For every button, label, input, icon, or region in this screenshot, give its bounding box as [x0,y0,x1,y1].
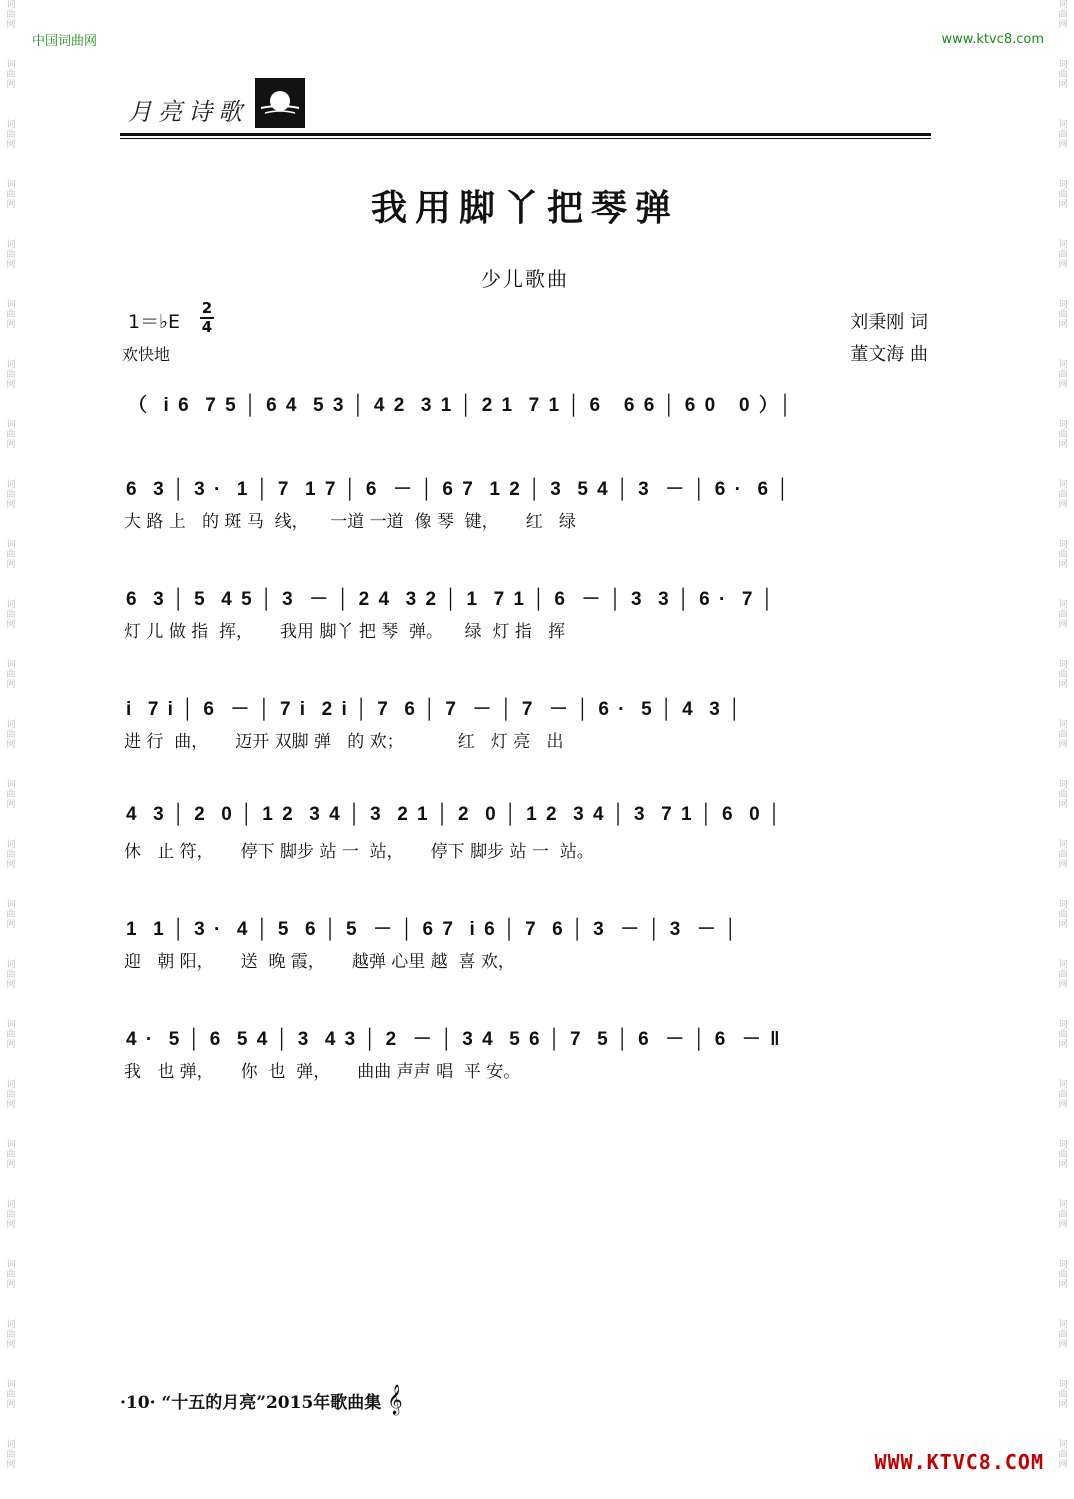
watermark-mark: 词 曲 网 [6,1200,16,1230]
watermark-mark: 词 曲 网 [1058,120,1068,150]
lyric-row-2 [120,507,932,531]
watermark-mark: 词 曲 网 [6,1080,16,1110]
time-signature [200,300,214,336]
watermark-mark: 词 曲 网 [6,240,16,270]
watermark-mark: 词 曲 网 [6,120,16,150]
watermark-mark: 词 曲 网 [6,1260,16,1290]
watermark-mark: 词 曲 网 [1058,1260,1068,1290]
lyric-text: 大 路 上 的 斑 马 线， 一道 一道 像 琴 键， 红 绿 [124,512,576,532]
header-rule-thin [120,138,931,139]
notation-row-3 [120,584,932,616]
watermark-mark: 词 曲 网 [6,900,16,930]
watermark-mark: 词 曲 网 [6,1020,16,1050]
lyric-row-4 [120,727,932,751]
watermark-mark: 词 曲 网 [1058,240,1068,270]
notation-row-5 [120,804,932,836]
lyricist-credit: 刘秉刚 词 [850,312,928,333]
watermark-mark: 词 曲 网 [6,300,16,330]
watermark-mark: 词 曲 网 [1058,1440,1068,1470]
watermark-mark: 词 曲 网 [1058,1200,1068,1230]
site-name-left[interactable]: 中国词曲网 [32,34,98,49]
watermark-mark: 词 曲 网 [1058,1080,1068,1110]
header-rule [120,133,931,136]
notation-text: 6 3 │ 5 4 5 │ 3 － │ 2 4 3 2 │ 1 7 1 │ 6 － │ 3 3 │ 6 · 7 │ [126,589,776,610]
notation-text: 4 3 │ 2 0 │ 1 2 3 4 │ 3 2 1 │ 2 0 │ 1 2 3 4 │ 3 7 1 │ 6 0 │ [126,804,783,825]
notation-text: 1 1 │ 3 · 4 │ 5 6 │ 5 － │ 6 7 i 6 │ 7 6 │ 3 － │ 3 － │ [126,919,740,940]
song-title: 我用脚丫把琴弹 [370,187,679,229]
notation-row-4 [120,694,932,726]
watermark-mark: 词 曲 网 [6,1380,16,1410]
notation-row-6 [120,914,932,946]
right-watermark-strip [1054,0,1072,1499]
watermark-mark: 词 曲 网 [1058,1020,1068,1050]
page-number: ·10· [120,1393,156,1413]
notation-text: 4 · 5 │ 6 5 4 │ 3 4 3 │ 2 － │ 3 4 5 6 │ 7 5 │ 6 － │ 6 － ‖ [126,1029,782,1050]
notation-text: 6 3 │ 3 · 1 │ 7 1 7 │ 6 － │ 6 7 1 2 │ 3 5 4 │ 3 － │ 6 · 6 │ [126,479,792,500]
watermark-mark: 词 曲 网 [1058,0,1068,30]
key-signature: 1＝♭E [128,311,181,333]
watermark-mark: 词 曲 网 [6,420,16,450]
notation-row-2 [120,474,932,506]
watermark-mark: 词 曲 网 [6,780,16,810]
time-bottom: 4 [201,318,213,336]
watermark-mark: 词 曲 网 [6,0,16,30]
watermark-mark: 词 曲 网 [1058,840,1068,870]
watermark-mark: 词 曲 网 [1058,1140,1068,1170]
lyric-row-6 [120,947,932,971]
watermark-mark: 词 曲 网 [1058,360,1068,390]
watermark-mark: 词 曲 网 [6,1140,16,1170]
book-title: “十五的月亮”2015年歌曲集 [161,1393,382,1413]
watermark-mark: 词 曲 网 [6,1320,16,1350]
watermark-mark: 词 曲 网 [1058,180,1068,210]
watermark-mark: 词 曲 网 [1058,300,1068,330]
lyric-text: 迎 朝 阳， 送 晚 霞， 越弹 心里 越 喜 欢， [124,952,515,972]
moon-logo-icon [255,78,305,128]
watermark-mark: 词 曲 网 [6,1440,16,1470]
watermark-mark: 词 曲 网 [1058,420,1068,450]
lyric-row-7 [120,1057,932,1081]
notation-row-1 [120,390,932,422]
brand-title: 月亮诗歌 [128,98,248,126]
watermark-mark: 词 曲 网 [6,960,16,990]
lyric-text: 休 止 符， 停下 脚步 站 一 站， 停下 脚步 站 一 站。 [124,842,594,862]
watermark-mark: 词 曲 网 [6,360,16,390]
watermark-mark: 词 曲 网 [6,540,16,570]
watermark-mark: 词 曲 网 [1058,960,1068,990]
site-logo-bottom[interactable]: WWW.KTVC8.COM [874,1450,1044,1474]
notation-text: i 7 i │ 6 － │ 7 i 2 i │ 7 6 │ 7 － │ 7 － │ 6 · 5 │ 4 3 │ [126,699,744,720]
tempo-marking: 欢快地 [122,345,171,364]
watermark-mark: 词 曲 网 [6,180,16,210]
watermark-mark: 词 曲 网 [1058,540,1068,570]
watermark-mark: 词 曲 网 [6,660,16,690]
watermark-mark: 词 曲 网 [6,600,16,630]
lyric-text: 灯 儿 做 指 挥， 我用 脚丫 把 琴 弹。 绿 灯 指 挥 [124,622,566,642]
song-subtitle: 少儿歌曲 [481,267,569,291]
lyric-row-5 [120,837,932,861]
watermark-mark: 词 曲 网 [1058,1320,1068,1350]
notation-row-7 [120,1024,932,1056]
watermark-mark: 词 曲 网 [6,720,16,750]
watermark-mark: 词 曲 网 [1058,480,1068,510]
notation-text: （ i 6 7 5 │ 6 4 5 3 │ 4 2 3 1 │ 2 1 7 1 │ 6 6 6 │ 6 0 0 ）│ [128,395,794,416]
watermark-mark: 词 曲 网 [1058,900,1068,930]
lyric-text: 我 也 弹， 你 也 弹， 曲曲 声声 唱 平 安。 [124,1062,521,1082]
lyric-row-3 [120,617,932,641]
watermark-mark: 词 曲 网 [1058,1380,1068,1410]
watermark-mark: 词 曲 网 [1058,660,1068,690]
page-footer [120,1385,403,1416]
watermark-mark: 词 曲 网 [1058,720,1068,750]
watermark-mark: 词 曲 网 [6,480,16,510]
watermark-mark: 词 曲 网 [6,840,16,870]
lyric-text: 进 行 曲， 迈开 双脚 弹 的 欢； 红 灯 亮 出 [124,732,564,752]
watermark-mark: 词 曲 网 [1058,60,1068,90]
site-url-right[interactable]: www.ktvc8.com [941,32,1044,47]
watermark-mark: 词 曲 网 [1058,780,1068,810]
watermark-mark: 词 曲 网 [1058,600,1068,630]
watermark-mark: 词 曲 网 [6,60,16,90]
time-top: 2 [201,299,213,317]
treble-clef-icon: 𝄞 [387,1385,403,1415]
composer-credit: 董文海 曲 [850,344,928,365]
